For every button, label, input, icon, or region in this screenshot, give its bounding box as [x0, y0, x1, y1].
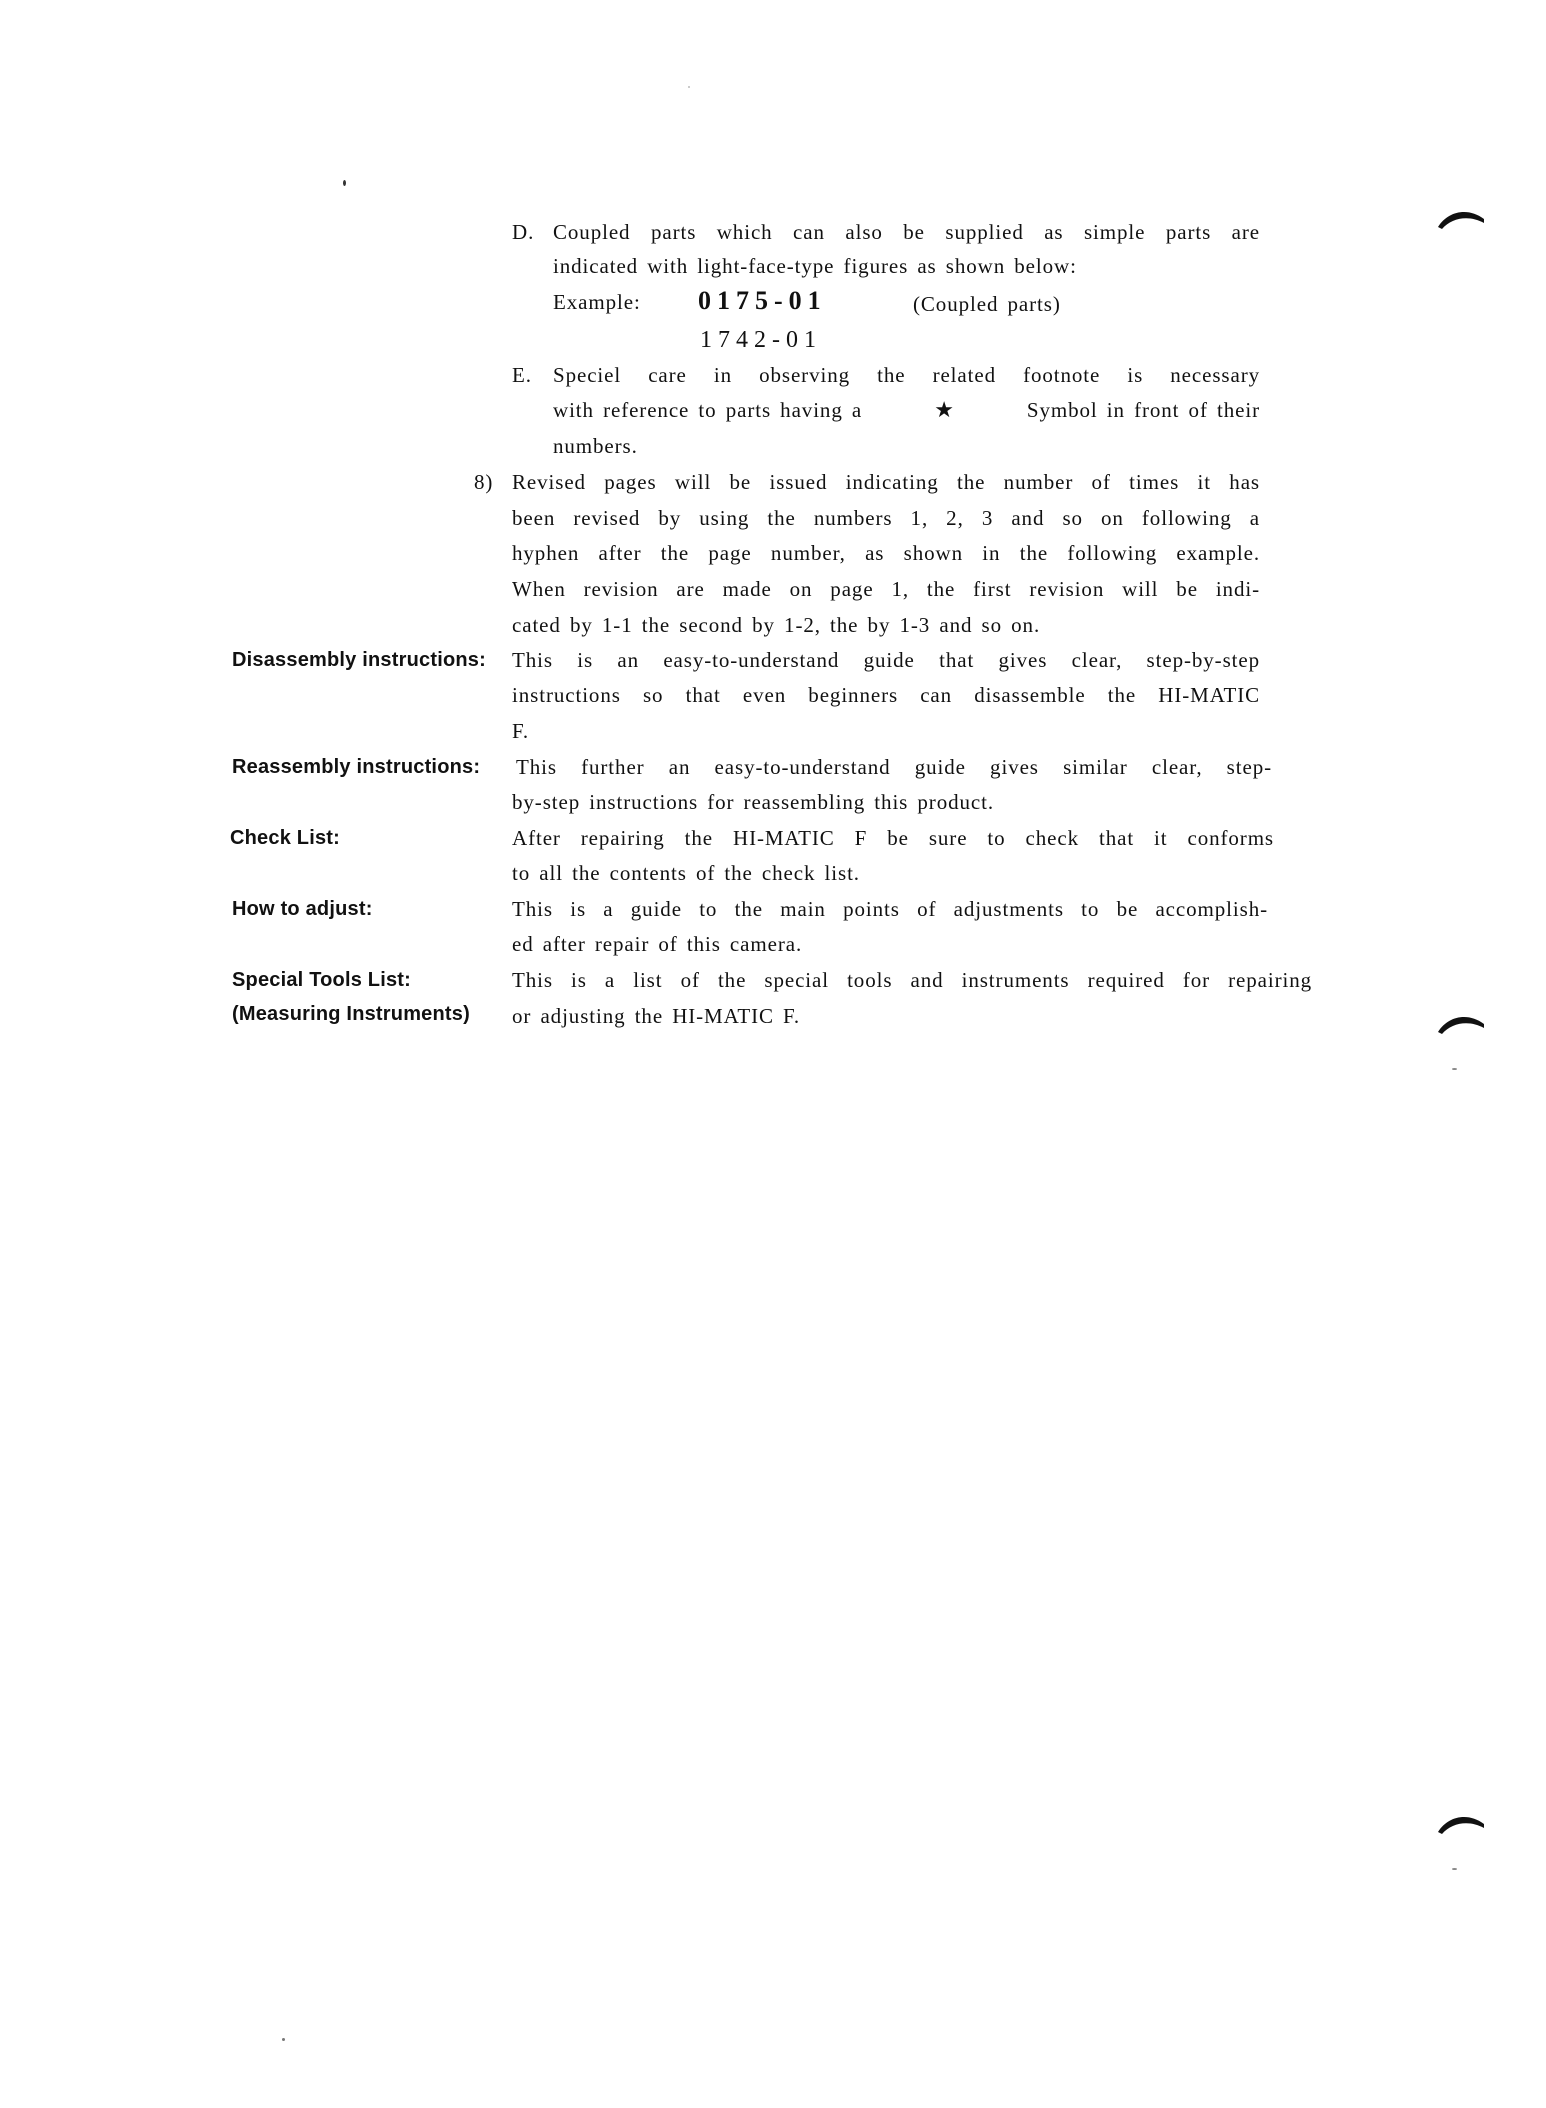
item-e-line-2 — [553, 396, 1260, 424]
item-e-line-3: numbers. — [553, 434, 638, 458]
item-8-line-1: Revised pages will be issued indicating the number of times it has — [512, 470, 1260, 494]
disassembly-line-2: instructions so that even beginners can disassemble the HI-MATIC — [512, 683, 1260, 707]
item-e-line-2-after: Symbol in front of their — [1026, 398, 1260, 422]
how-to-adjust-line-2: ed after repair of this camera. — [512, 932, 803, 956]
punch-hole-mark-middle — [1436, 1010, 1486, 1034]
item-d-example-label: Example: — [553, 290, 641, 314]
reassembly-line-1: This further an easy-to-understand guide gives similar clear, step- — [516, 755, 1272, 779]
special-tools-label: Special Tools List: — [232, 969, 412, 991]
item-8-line-3: hyphen after the page number, as shown in the following example. — [512, 541, 1260, 565]
special-tools-line-1: This is a list of the special tools and instruments required for repairing — [512, 968, 1312, 992]
scan-speck — [1452, 1068, 1457, 1070]
item-d-line-1: Coupled parts which can also be supplied as simple parts are — [553, 220, 1260, 244]
item-e-marker: E. — [512, 363, 532, 387]
punch-hole-mark-bottom — [1436, 1810, 1486, 1834]
star-icon: ★ — [934, 397, 955, 422]
item-8-line-4: When revision are made on page 1, the first revision will be indi- — [512, 577, 1260, 601]
item-e-line-2-before: with reference to parts having a — [553, 398, 863, 422]
item-8-line-5: cated by 1-1 the second by 1-2, the by 1-3 and so on. — [512, 613, 1041, 637]
check-list-label: Check List: — [230, 827, 341, 849]
how-to-adjust-line-1: This is a guide to the main points of adjustments to be accomplish- — [512, 897, 1268, 921]
disassembly-line-1: This is an easy-to-understand guide that gives clear, step-by-step — [512, 648, 1260, 672]
check-list-line-1: After repairing the HI-MATIC F be sure to check that it conforms — [512, 826, 1274, 850]
reassembly-label: Reassembly instructions: — [232, 756, 481, 778]
disassembly-line-3: F. — [512, 719, 530, 743]
item-e-line-1: Speciel care in observing the related footnote is necessary — [553, 363, 1260, 387]
scan-speck — [688, 86, 690, 88]
item-d-marker: D. — [512, 220, 535, 244]
item-8-marker: 8) — [474, 470, 494, 494]
scan-speck — [343, 180, 346, 186]
item-d-line-2: indicated with light-face-type figures as shown below: — [553, 254, 1077, 278]
special-tools-label-sub: (Measuring Instruments) — [232, 1003, 470, 1025]
disassembly-label: Disassembly instructions: — [232, 649, 486, 671]
item-d-example-note: (Coupled parts) — [913, 292, 1061, 316]
item-d-example-bold-number: 0175-01 — [698, 286, 827, 315]
special-tools-line-2: or adjusting the HI-MATIC F. — [512, 1004, 801, 1028]
scan-speck — [1452, 1868, 1457, 1870]
item-d-example-light-number: 1742-01 — [700, 327, 822, 353]
check-list-line-2: to all the contents of the check list. — [512, 861, 860, 885]
how-to-adjust-label: How to adjust: — [232, 898, 373, 920]
item-8-line-2: been revised by using the numbers 1, 2, 3 and so on following a — [512, 506, 1260, 530]
punch-hole-mark-top — [1436, 205, 1486, 229]
reassembly-line-2: by-step instructions for reassembling this product. — [512, 790, 994, 814]
scan-speck — [282, 2038, 285, 2041]
